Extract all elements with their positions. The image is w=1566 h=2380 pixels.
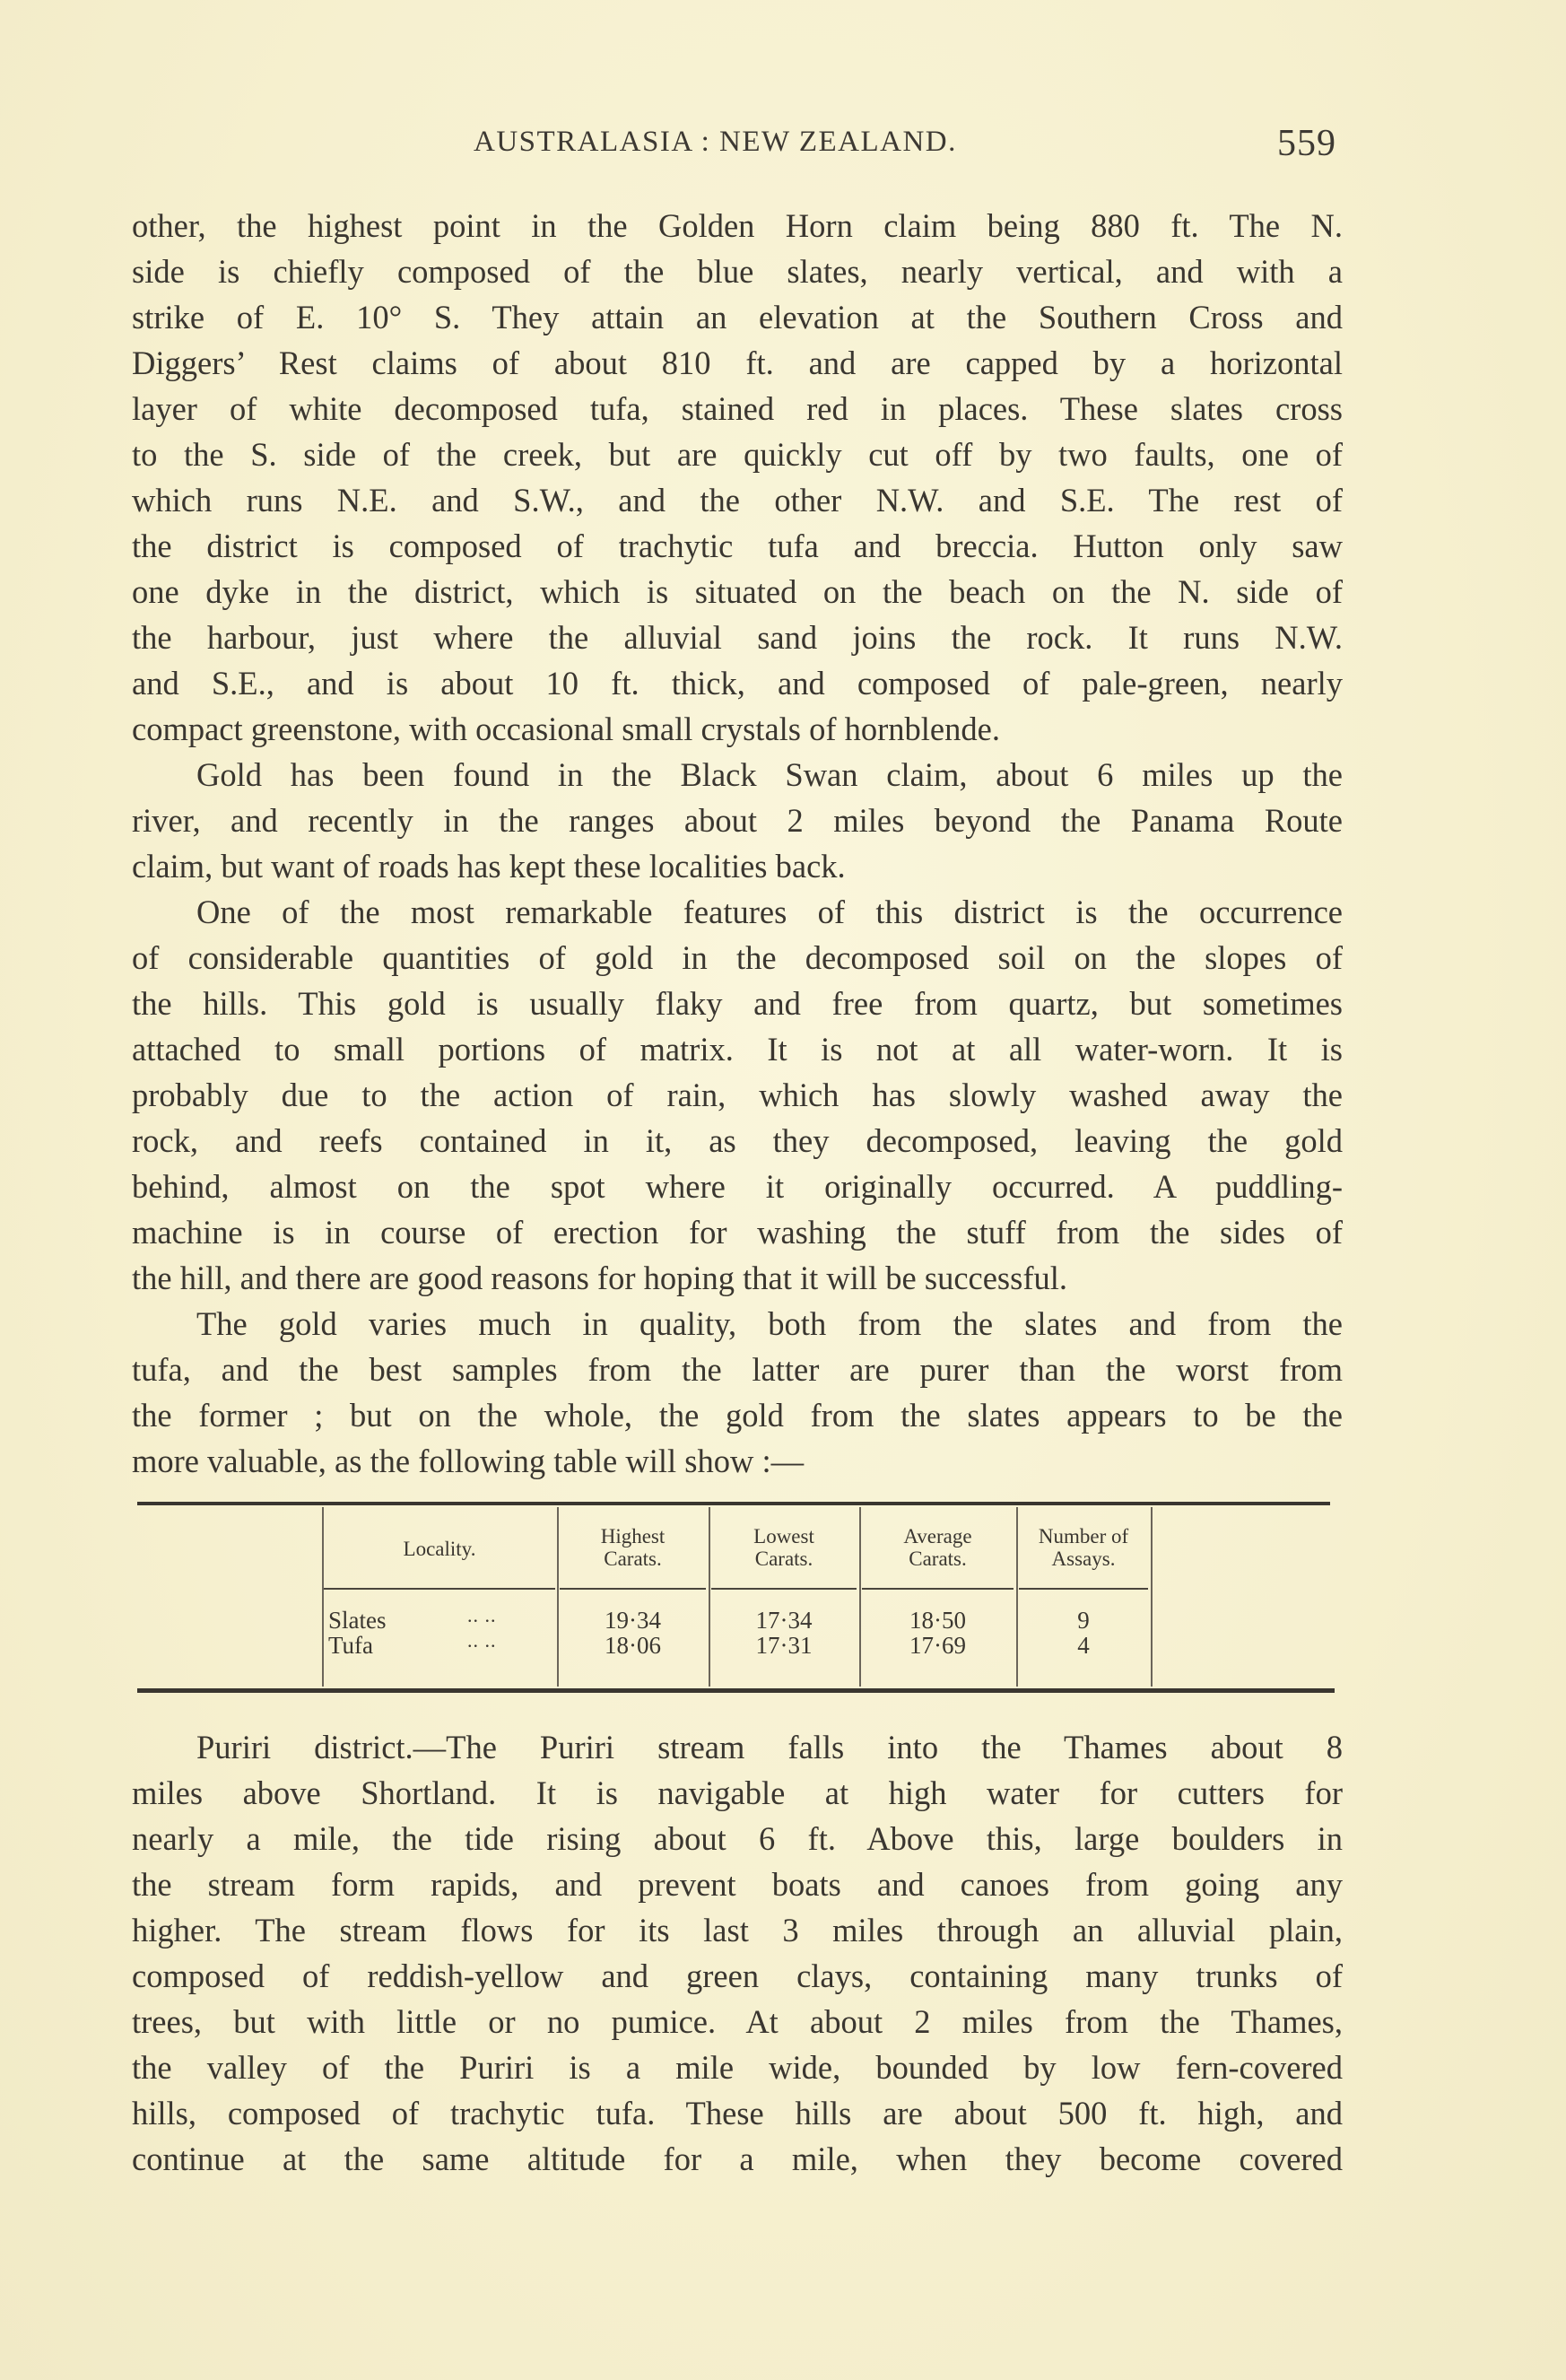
header-assays-line1: Number of — [1038, 1525, 1129, 1547]
text-line: composed of reddish-yellow and green clays, containing many trunks of — [132, 1957, 1343, 1994]
running-head: AUSTRALASIA : NEW ZEALAND. — [474, 126, 957, 158]
text-line: strike of E. 10° S. They attain an elevation at the Southern Cross and — [132, 299, 1343, 336]
cell-locality: Tufa — [328, 1632, 374, 1659]
header-number-of-assays — [1016, 1525, 1151, 1570]
cell-lowest: 17·31 — [755, 1632, 813, 1659]
text-line: of considerable quantities of gold in the decomposed soil on the slopes of — [132, 939, 1343, 976]
cell-highest: 19·34 — [605, 1607, 661, 1634]
header-lowest-carats — [709, 1525, 859, 1570]
text-line: claim, but want of roads has kept these localities back. — [132, 848, 846, 885]
text-line: layer of white decomposed tufa, stained red in places. These slates cross — [132, 390, 1343, 427]
header-rule — [324, 1588, 555, 1590]
column-divider — [1151, 1507, 1153, 1687]
text-line: probably due to the action of rain, which has slowly washed away the — [132, 1077, 1343, 1113]
body-text-block-1 — [132, 203, 1343, 1484]
cell-assays: 9 — [1077, 1607, 1090, 1634]
header-average-carats — [859, 1525, 1016, 1570]
header-lowest-line2: Carats. — [754, 1547, 813, 1570]
text-line: the hills. This gold is usually flaky and free from quartz, but sometimes — [132, 985, 1343, 1022]
text-line: which runs N.E. and S.W., and the other N.W. and S.E. The rest of — [132, 482, 1343, 519]
text-line: The gold varies much in quality, both from the slates and from the — [196, 1305, 1343, 1342]
table-top-rule — [137, 1502, 1330, 1505]
text-line: attached to small portions of matrix. It is not at all water-worn. It is — [132, 1031, 1343, 1068]
header-average-line2: Carats. — [909, 1547, 967, 1570]
text-line: the district is composed of trachytic tufa and breccia. Hutton only saw — [132, 527, 1343, 564]
text-line: nearly a mile, the tide rising about 6 ft. Above this, large boulders in — [132, 1820, 1343, 1857]
text-line: One of the most remarkable features of this district is the occurrence — [196, 894, 1343, 930]
cell-lowest: 17·34 — [755, 1607, 813, 1634]
text-line: other, the highest point in the Golden Horn claim being 880 ft. The N. — [132, 207, 1343, 244]
text-line: the harbour, just where the alluvial sand joins the rock. It runs N.W. — [132, 619, 1343, 656]
text-line: the valley of the Puriri is a mile wide, bounded by low fern-covered — [132, 2049, 1343, 2086]
table-bottom-rule — [137, 1688, 1335, 1693]
text-line: compact greenstone, with occasional small crystals of hornblende. — [132, 711, 1000, 747]
cell-average: 17·69 — [909, 1632, 966, 1659]
header-locality: Locality. — [403, 1538, 476, 1560]
header-lowest-line1: Lowest — [753, 1525, 814, 1547]
text-line: continue at the same altitude for a mile, when they become covered — [132, 2140, 1343, 2177]
header-average-line1: Average — [903, 1525, 972, 1547]
header-rule — [862, 1588, 1014, 1590]
header-highest-line1: Highest — [600, 1525, 666, 1547]
text-line: rock, and reefs contained in it, as they decomposed, leaving the gold — [132, 1122, 1343, 1159]
text-line: behind, almost on the spot where it originally occurred. A puddling- — [132, 1168, 1343, 1205]
text-line: the former ; but on the whole, the gold from the slates appears to be the — [132, 1397, 1343, 1434]
text-line: tufa, and the best samples from the latter are purer than the worst from — [132, 1351, 1343, 1388]
text-line: higher. The stream flows for its last 3 miles through an alluvial plain, — [132, 1912, 1343, 1948]
text-line: Gold has been found in the Black Swan claim, about 6 miles up the — [196, 756, 1343, 793]
text-line: and S.E., and is about 10 ft. thick, and composed of pale-green, nearly — [132, 665, 1343, 702]
text-line: more valuable, as the following table will show :— — [132, 1443, 805, 1479]
text-line: Puriri district.—The Puriri stream falls into the Thames about 8 — [196, 1729, 1343, 1765]
text-line: side is chiefly composed of the blue slates, nearly vertical, and with a — [132, 253, 1343, 290]
cell-highest: 18·06 — [605, 1632, 661, 1659]
header-rule — [1019, 1588, 1148, 1590]
text-line: Diggers’ Rest claims of about 810 ft. and are capped by a horizontal — [132, 344, 1343, 381]
text-line: miles above Shortland. It is navigable at high water for cutters for — [132, 1774, 1343, 1811]
text-line: machine is in course of erection for washing the stuff from the sides of — [132, 1214, 1343, 1251]
cell-leader-dots: .. .. — [467, 1604, 497, 1626]
header-rule — [711, 1588, 857, 1590]
cell-leader-dots: .. .. — [467, 1629, 497, 1652]
text-line: to the S. side of the creek, but are quickly cut off by two faults, one of — [132, 436, 1343, 473]
header-rule — [560, 1588, 706, 1590]
cell-locality: Slates — [328, 1607, 387, 1634]
body-text-block-2 — [132, 1724, 1343, 2182]
header-highest-line2: Carats. — [604, 1547, 662, 1570]
text-line: the hill, and there are good reasons for hoping that it will be successful. — [132, 1260, 1068, 1296]
text-line: river, and recently in the ranges about 2 miles beyond the Panama Route — [132, 802, 1343, 839]
cell-average: 18·50 — [909, 1607, 966, 1634]
text-line: the stream form rapids, and prevent boats and canoes from going any — [132, 1866, 1343, 1903]
header-highest-carats — [557, 1525, 709, 1570]
header-assays-line2: Assays. — [1051, 1547, 1116, 1570]
carats-table — [137, 1502, 1330, 1695]
text-line: hills, composed of trachytic tufa. These hills are about 500 ft. high, and — [132, 2095, 1343, 2132]
cell-assays: 4 — [1077, 1632, 1090, 1659]
column-divider — [322, 1507, 324, 1687]
text-line: trees, but with little or no pumice. At about 2 miles from the Thames, — [132, 2003, 1343, 2040]
text-line: one dyke in the district, which is situated on the beach on the N. side of — [132, 573, 1343, 610]
page-number: 559 — [1277, 123, 1336, 164]
